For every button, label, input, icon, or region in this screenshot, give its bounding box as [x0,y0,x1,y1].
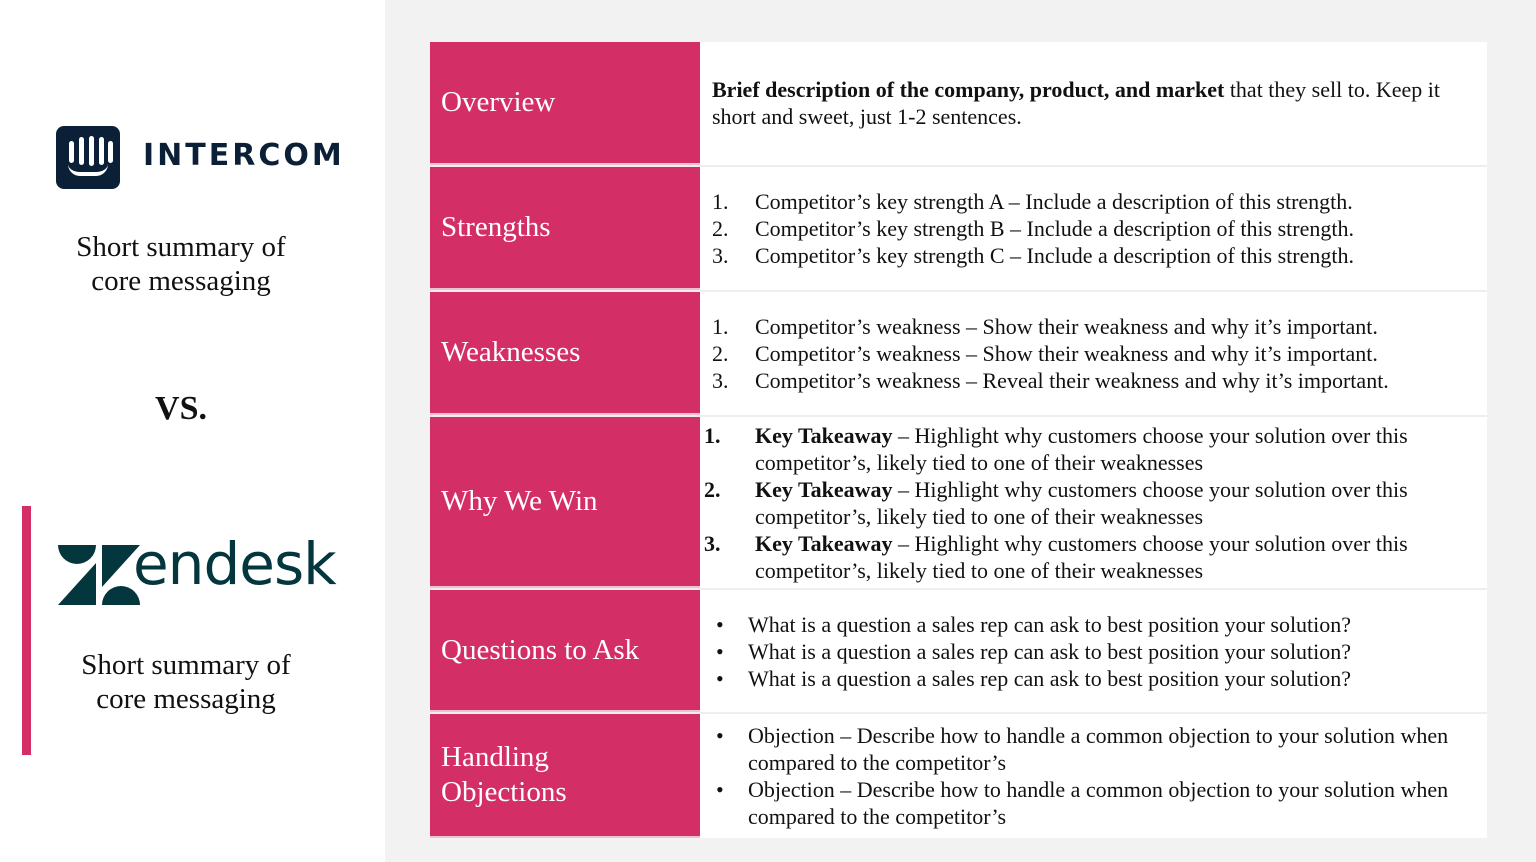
competitor-a-summary: Short summary of core messaging [76,231,286,297]
row-weaknesses [430,292,1487,417]
row-label: Why We Win [430,417,700,588]
row-why-we-win [430,417,1487,590]
list-item: • What is a question a sales rep can ask to best position your solution? [716,611,1352,637]
list-item: • What is a question a sales rep can ask to best position your solution? [716,638,1352,664]
battlecard-table [430,42,1487,838]
row-label: Handling Objections [430,714,700,838]
row-label: Strengths [430,167,700,290]
list-item: 2. Key Takeaway – Highlight why customers choose your solution over this competitor’s, likely tied to one of their weaknesses [704,476,1408,529]
list-item: 2. Competitor’s key strength B – Include a description of this strength. [712,216,1354,241]
intercom-wordmark: INTERCOM [143,138,345,173]
zendesk-wordmark: endesk [133,530,336,598]
list-item: 1. Competitor’s key strength A – Include a description of this strength. [712,189,1353,214]
row-objections [430,714,1487,838]
list-item: • Objection – Describe how to handle a common objection to your solution when compared to the competitor’s [716,723,1449,775]
list-item: • What is a question a sales rep can ask to best position your solution? [716,665,1352,691]
row-label: Weaknesses [430,292,700,415]
overview-text: Brief description of the company, product, and market that they sell to. Keep it short and sweet, just 1-2 sentences. [712,77,1440,129]
row-questions [430,590,1487,714]
competitor-b-summary: Short summary of core messaging [81,649,291,715]
list-item: 1. Competitor’s weakness – Show their weakness and why it’s important. [712,314,1378,339]
row-label: Overview [430,42,700,165]
row-overview [430,42,1487,167]
list-item: 3. Competitor’s key strength C – Include a description of this strength. [712,243,1354,268]
left-panel [0,0,385,862]
vs-label: VS. [155,390,207,427]
list-item: • Objection – Describe how to handle a common objection to your solution when compared to the competitor’s [716,777,1449,829]
list-item: 3. Key Takeaway – Highlight why customers choose your solution over this competitor’s, likely tied to one of their weaknesses [704,530,1408,583]
intercom-logo-icon [56,126,120,189]
accent-bar [22,506,31,755]
zendesk-logo-icon [58,545,140,606]
list-item: 1. Key Takeaway – Highlight why customers choose your solution over this competitor’s, likely tied to one of their weaknesses [704,422,1408,475]
list-item: 3. Competitor’s weakness – Reveal their weakness and why it’s important. [712,368,1389,393]
row-label: Questions to Ask [430,590,700,712]
row-strengths [430,167,1487,292]
list-item: 2. Competitor’s weakness – Show their weakness and why it’s important. [712,341,1378,366]
